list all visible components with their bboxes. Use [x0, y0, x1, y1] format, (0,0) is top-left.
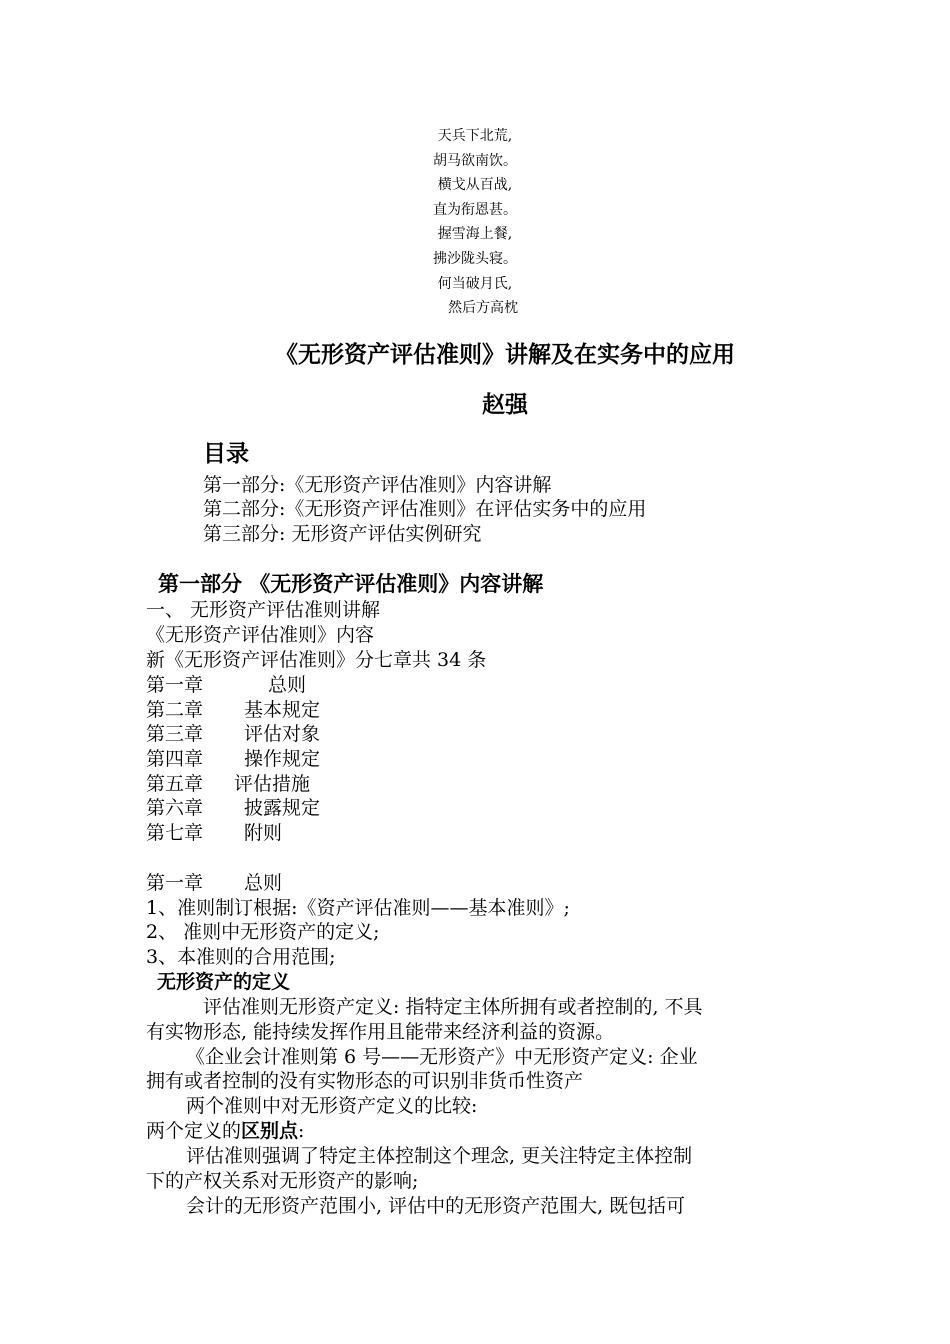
chapter-name: 评估措施 — [234, 773, 311, 795]
poem-line: 天兵下北荒, — [437, 128, 513, 144]
chapter-num: 第六章 — [146, 797, 204, 819]
list-item: 2、 准则中无形资产的定义; — [146, 921, 380, 943]
paragraph: 有实物形态, 能持续发挥作用且能带来经济利益的资源。 — [146, 1021, 615, 1043]
chapter-name: 基本规定 — [244, 699, 321, 721]
section-heading: 一、 无形资产评估准则讲解 — [146, 599, 381, 621]
chapter-name: 总则 — [268, 674, 307, 696]
chapter-name: 评估对象 — [244, 723, 321, 745]
difference-prefix: 两个定义的 — [146, 1120, 242, 1142]
chapter-num: 第二章 — [146, 699, 204, 721]
paragraph: 两个准则中对无形资产定义的比较: — [186, 1095, 478, 1117]
author: 赵强 — [482, 391, 528, 418]
poem-line: 何当破月氏, — [437, 275, 513, 292]
paragraph: 评估准则无形资产定义: 指特定主体所拥有或者控制的, 不具 — [203, 996, 703, 1018]
chapter-name: 总则 — [244, 872, 283, 894]
paragraph: 评估准则强调了特定主体控制这个理念, 更关注特定主体控制 — [186, 1145, 693, 1167]
poem-line: 拂沙陇头寝。 — [433, 250, 517, 267]
difference-suffix: : — [298, 1120, 305, 1142]
toc-heading: 目录 — [203, 440, 249, 467]
poem — [0, 124, 950, 321]
chapter-name: 操作规定 — [244, 748, 321, 770]
toc-item: 第一部分:《无形资产评估准则》内容讲解 — [203, 474, 552, 496]
difference-line — [146, 1119, 304, 1144]
poem-line: 握雪海上餐, — [437, 226, 513, 243]
chapter-num: 第四章 — [146, 748, 204, 770]
paragraph: 拥有或者控制的没有实物形态的可识别非货币性资产 — [146, 1070, 584, 1092]
chapter-name: 附则 — [244, 822, 283, 844]
part1-heading: 第一部分 《无形资产评估准则》内容讲解 — [158, 571, 544, 596]
list-item: 1、准则制订根据:《资产评估准则——基本准则》; — [146, 897, 570, 919]
chapter-num: 第七章 — [146, 822, 204, 844]
chapter-num: 第一章 — [146, 872, 204, 894]
poem-line: 直为衔恩甚。 — [433, 201, 517, 218]
paragraph: 新《无形资产评估准则》分七章共 34 条 — [146, 649, 487, 671]
poem-line: 然后方高枕 — [448, 300, 518, 317]
chapter-num: 第三章 — [146, 723, 204, 745]
list-item: 3、本准则的合用范围; — [146, 946, 336, 968]
paragraph: 《企业会计准则第 6 号——无形资产》中无形资产定义: 企业 — [186, 1046, 698, 1068]
toc-item: 第三部分: 无形资产评估实例研究 — [203, 523, 482, 545]
poem-line: 胡马欲南饮。 — [433, 152, 517, 169]
chapter-num: 第一章 — [146, 674, 204, 696]
subsection-heading: 《无形资产评估准则》内容 — [146, 624, 375, 646]
paragraph: 下的产权关系对无形资产的影响; — [146, 1170, 419, 1192]
chapter-num: 第五章 — [146, 773, 204, 795]
paragraph: 会计的无形资产范围小, 评估中的无形资产范围大, 既包括可 — [186, 1195, 686, 1217]
chapter-name: 披露规定 — [244, 797, 321, 819]
toc-item: 第二部分:《无形资产评估准则》在评估实务中的应用 — [203, 498, 647, 520]
definition-heading: 无形资产的定义 — [157, 971, 291, 993]
difference-keyword: 区别点 — [241, 1120, 299, 1142]
document-title: 《无形资产评估准则》讲解及在实务中的应用 — [275, 341, 735, 368]
poem-line: 横戈从百战, — [437, 177, 513, 194]
